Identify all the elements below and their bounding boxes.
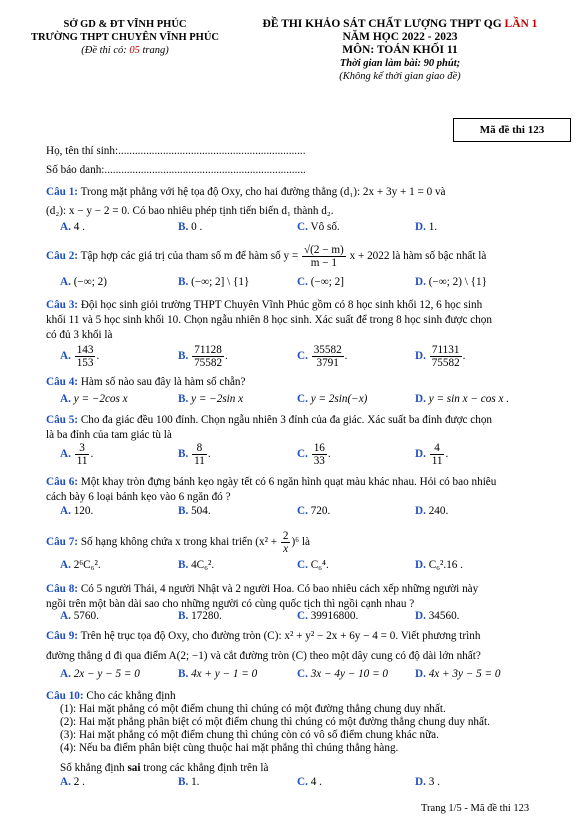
option-a: A. $\frac{143}{153}$ . [60, 344, 100, 369]
question-6-line2: cách bày 6 loại bánh kẹo vào 6 ngăn đó ? [46, 491, 231, 503]
option-c: C. $\frac{35582}{3791}$ . [297, 344, 348, 369]
question-7-options [60, 559, 560, 575]
option-c: C. C₆⁴. [297, 559, 329, 571]
option-d: D. 1. [415, 221, 438, 233]
question-4-options [60, 393, 560, 409]
question-9-options [60, 668, 560, 684]
option-b: B. $\frac{8}{11}$ . [178, 442, 211, 467]
option-d: D. C₆².16 . [415, 559, 463, 571]
question-5-options [60, 442, 560, 472]
question-2-options [60, 276, 560, 292]
school-year: NĂM HỌC 2022 - 2023 [342, 31, 458, 43]
question-3-options [60, 344, 560, 374]
option-a: A. 5760. [60, 610, 99, 622]
option-d: D. (−∞; 2) \ {1} [415, 276, 487, 288]
option-d: D. 3 . [415, 776, 440, 788]
question-1-line2: (d₂): x − y − 2 = 0. Có bao nhiêu phép tịnh tiến biến d₁ thành d₂. [46, 205, 334, 217]
option-b: B. 4x + y − 1 = 0 [178, 668, 258, 680]
option-c: C. (−∞; 2] [297, 276, 344, 288]
option-d: D. 34560. [415, 610, 460, 622]
statement-1: (1): Hai mặt phẳng có một điểm chung thì chúng có một đường thẳng chung duy nhất. [60, 703, 446, 715]
option-d: D. 240. [415, 505, 449, 517]
option-b: B. y = −2sin x [178, 393, 244, 405]
dept-name: SỞ GD & ĐT VĨNH PHÚC [63, 19, 187, 30]
option-d: D. 4x + 3y − 5 = 0 [415, 668, 501, 680]
question-9-line2: đường thẳng d đi qua điểm A(2; −1) và cắt đường tròn (C) theo một dây cung có độ dài lớn nhất? [46, 650, 481, 662]
option-c: C. 39916800. [297, 610, 359, 622]
option-b: B. 504. [178, 505, 211, 517]
option-a: A. (−∞; 2) [60, 276, 107, 288]
question-1-options [60, 221, 560, 237]
question-8: Câu 8: Có 5 người Thái, 4 người Nhật và 2 người Hoa. Có bao nhiêu cách xếp những người này [46, 583, 479, 595]
question-3: Câu 3: Đội học sinh giỏi trường THPT Chuyên Vĩnh Phúc gồm có 8 học sinh khối 12, 6 học sinh [46, 299, 483, 311]
option-b: B. $\frac{71128}{75582}$ . [178, 344, 228, 369]
option-d: D. $\frac{4}{11}$ . [415, 442, 449, 467]
option-a: A. 2x − y − 5 = 0 [60, 668, 140, 680]
question-8-options [60, 610, 560, 626]
option-c: C. 720. [297, 505, 331, 517]
option-c: C. $\frac{16}{33}$ . [297, 442, 331, 467]
option-b: B. 4C₆². [178, 559, 215, 571]
option-b: B. (−∞; 2] \ {1} [178, 276, 250, 288]
option-c: C. 4 . [297, 776, 322, 788]
question-3-line3: có đủ 3 khối là [46, 329, 113, 341]
statement-3: (3): Hai mặt phẳng có một điểm chung thì chúng còn có vô số điểm chung khác nữa. [60, 729, 439, 741]
subject: MÔN: TOÁN KHỐI 11 [342, 44, 458, 56]
option-a: A. 2⁶C₆². [60, 559, 101, 571]
exam-code-box: Mã đề thi 123 [453, 118, 571, 142]
option-a: A. y = −2cos x [60, 393, 128, 405]
school-name: TRƯỜNG THPT CHUYÊN VĨNH PHÚC [30, 32, 220, 43]
question-8-line2: ngồi trên một bàn dài sao cho những người có cùng quốc tịch thì ngồi cạnh nhau ? [46, 598, 415, 610]
option-a: A. 4 . [60, 221, 85, 233]
option-d: D. $\frac{71131}{75582}$ . [415, 344, 466, 369]
exam-time-note: (Không kể thời gian giao đề) [339, 71, 461, 82]
question-5-line2: là ba đỉnh của tam giác tù là [46, 429, 172, 441]
question-4: Câu 4: Hàm số nào sau đây là hàm số chẵn? [46, 376, 246, 388]
option-b: B. 0 . [178, 221, 203, 233]
option-a: A. $\frac{3}{11}$ . [60, 442, 94, 467]
question-9: Câu 9: Trên hệ trục tọa độ Oxy, cho đường tròn (C): x² + y² − 2x + 6y − 4 = 0. Viết phương trình [46, 630, 481, 642]
option-a: A. 2 . [60, 776, 85, 788]
option-a: A. 120. [60, 505, 94, 517]
question-7: Câu 7: Số hạng không chứa x trong khai triển (x² + $\frac{2}{x}$ )⁶ là [46, 530, 310, 555]
question-10: Câu 10: Cho các khẳng định [46, 690, 176, 702]
student-id-field: Số báo danh:........................................................................ [46, 164, 306, 176]
exam-time: Thời gian làm bài: 90 phút; [339, 58, 461, 69]
q2-fraction: $\frac{√(2 - m)}{m - 1}$ [303, 244, 344, 269]
student-name-field: Họ, tên thí sinh:................................................................... [46, 145, 306, 157]
page-count: (Đề thi có: 05 trang) [81, 45, 169, 56]
option-b: B. 17280. [178, 610, 222, 622]
question-3-line2: khối 11 và 5 học sinh khối 10. Chọn ngẫu nhiên 8 học sinh. Xác suất để trong 8 học sinh được chọn [46, 314, 492, 326]
question-1: Câu 1: Trong mặt phẳng với hệ tọa độ Oxy, cho hai đường thẳng (d₁): 2x + 3y + 1 = 0 và [46, 186, 446, 198]
question-6-options [60, 505, 560, 521]
page-footer: Trang 1/5 - Mã đề thi 123 [421, 803, 530, 814]
q7-fraction: $\frac{2}{x}$ [282, 530, 289, 555]
option-b: B. 1. [178, 776, 200, 788]
exam-title: ĐỀ THI KHẢO SÁT CHẤT LƯỢNG THPT QG LẦN 1 [262, 18, 538, 30]
question-5: Câu 5: Cho đa giác đều 100 đỉnh. Chọn ngẫu nhiên 3 đỉnh của đa giác. Xác suất ba đỉnh được chọn [46, 414, 493, 426]
question-10-options [60, 776, 560, 792]
question-10-ask: Số khẳng định sai trong các khẳng định trên là [60, 762, 269, 774]
statement-2: (2): Hai mặt phẳng phân biệt có một điểm chung thì chúng có một đường thẳng chung duy nhất. [60, 716, 490, 728]
option-c: C. Vô số. [297, 221, 340, 233]
question-2: Câu 2: Tập hợp các giá trị của tham số m để hàm số y = $\frac{√(2 - m)}{m - 1}$ x + 2022 là hàm số bậc nhất là [46, 244, 487, 269]
question-6: Câu 6: Một khay tròn đựng bánh kẹo ngày tết có 6 ngăn hình quạt màu khác nhau. Hỏi có bao nhiêu [46, 476, 497, 488]
header-left [20, 18, 230, 57]
header-right [225, 18, 575, 83]
statement-4: (4): Nếu ba điểm phân biệt cùng thuộc hai mặt phẳng thì chúng thẳng hàng. [60, 742, 399, 754]
option-c: C. y = 2sin(−x) [297, 393, 368, 405]
option-c: C. 3x − 4y − 10 = 0 [297, 668, 389, 680]
option-d: D. y = sin x − cos x . [415, 393, 510, 405]
